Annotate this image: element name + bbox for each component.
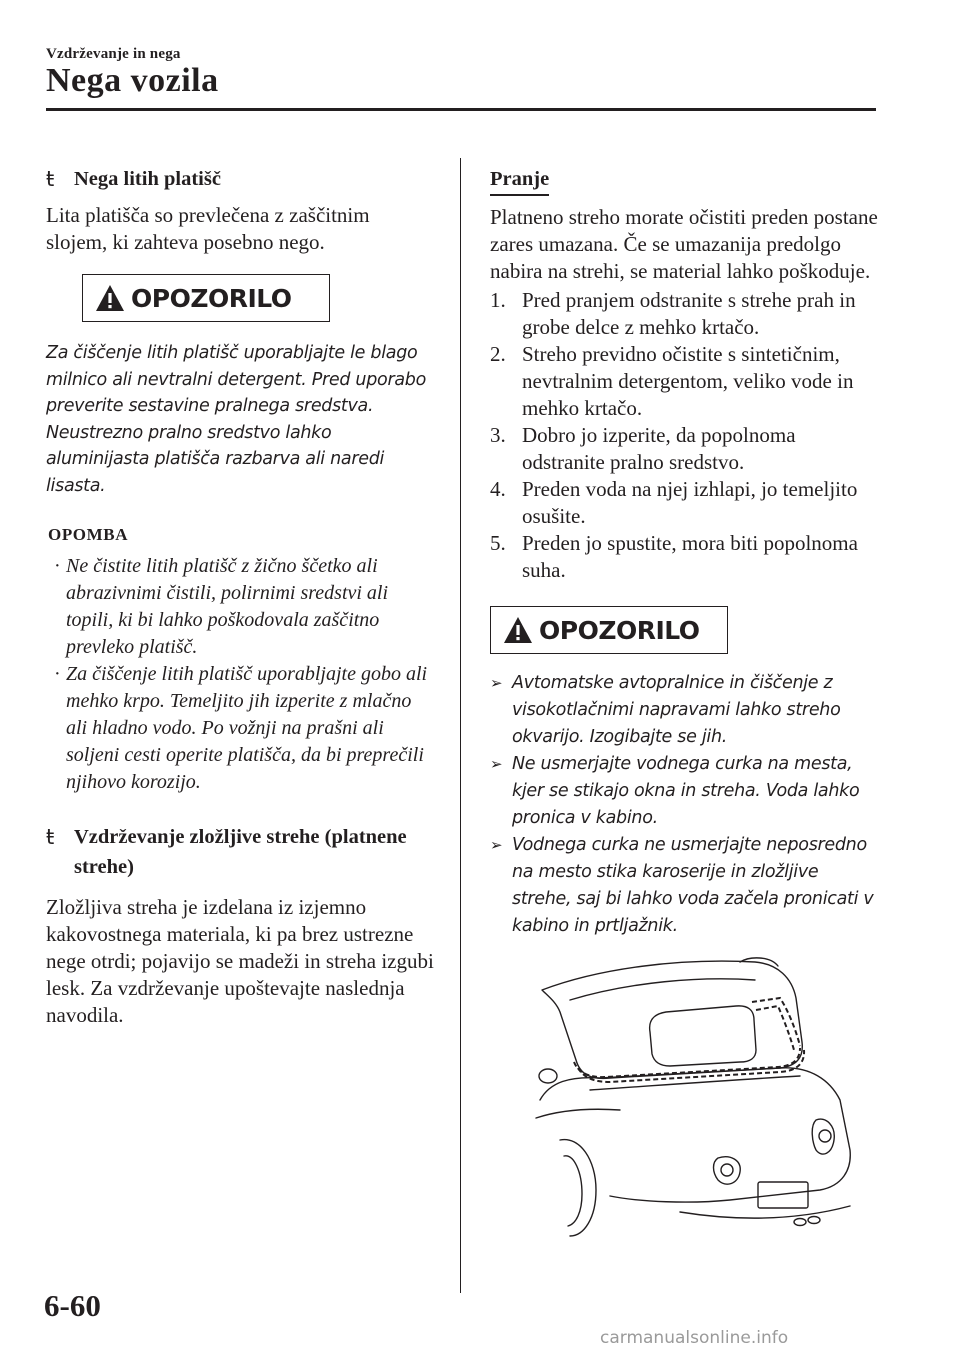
- warning-label: OPOZORILO: [131, 283, 292, 313]
- wheels-heading-text: Nega litih platišč: [74, 168, 221, 190]
- roof-warnings: [490, 670, 880, 940]
- roof-intro: Zložljiva streha je izdelana iz izjemno kakovostnega materiala, ki pa brez ustrezne nege otrdi; pojavijo se madeži in streha izgubi lesk. Za vzdrževanje upoštevajte naslednja navodila.: [46, 895, 434, 1027]
- section-bullet-icon: ŧ: [46, 167, 55, 191]
- arrow-bullet-icon: ➢: [490, 674, 503, 692]
- list-item: 3. Dobro jo izperite, da popolnoma odstranite pralno sredstvo.: [490, 423, 796, 474]
- right-column: [490, 164, 880, 940]
- section-label: Vzdrževanje in nega: [46, 46, 181, 62]
- wheels-intro: Lita platišča so prevlečena z zaščitnim slojem, ki zahteva posebno nego.: [46, 203, 370, 254]
- column-divider: [460, 158, 461, 1293]
- list-item: ➢ Vodnega curka ne usmerjajte neposredno na mesto stika karoserije in zložljive strehe, saj bi lahko voda začela pronicati v kabino in prtljažnik.: [490, 832, 880, 940]
- warning-triangle-icon: [95, 284, 125, 312]
- warning-label: OPOZORILO: [539, 615, 700, 645]
- arrow-bullet-icon: ➢: [490, 836, 503, 854]
- page-number: 6-60: [44, 1288, 101, 1323]
- list-item: 2. Streho previdno očistite s sintetičnim, nevtralnim detergentom, veliko vode in mehko krtačo.: [490, 342, 854, 420]
- arrow-bullet-icon: ➢: [490, 755, 503, 773]
- warning-box: [490, 606, 728, 654]
- wheels-heading: [46, 164, 436, 194]
- wash-steps: [490, 287, 880, 584]
- note-item: · Ne čistite litih platišč z žično ščetko ali abrazivnimi čistili, polirnimi sredstvi ali topili, ki bi lahko poškodovala zaščitno prevleko platišč.: [46, 553, 436, 661]
- roof-heading: [46, 822, 436, 882]
- warning-banner-right: [490, 606, 880, 654]
- list-item: 4. Preden voda na njej izhlapi, jo temeljito osušite.: [490, 477, 858, 528]
- page-title: Nega vozila: [46, 62, 219, 99]
- warning-box: [82, 274, 330, 322]
- roof-heading-text: Vzdrževanje zložljive strehe (platnene strehe): [74, 826, 407, 878]
- list-item: 1. Pred pranjem odstranite s strehe prah in grobe delce z mehko krtačo.: [490, 288, 856, 339]
- note-title: OPOMBA: [48, 525, 129, 544]
- wheels-warning-text: Za čiščenje litih platišč uporabljajte le blago milnico ali nevtralni detergent. Pred uporabo preverite sestavine pralnega sredstva. Neustrezno pralno sredstvo lahko aluminijasta platišča razbarva ali naredi lisasta.: [46, 343, 426, 496]
- warning-triangle-icon: [503, 616, 533, 644]
- convertible-roof-illustration: [530, 950, 875, 1240]
- wash-intro: Platneno streho morate očistiti preden postane zares umazana. Če se umazanija predolgo nabira na strehi, se material lahko poškoduje.: [490, 205, 878, 283]
- list-item: 5. Preden jo spustite, mora biti popolnoma suha.: [490, 531, 858, 582]
- watermark: carmanualsonline.info: [600, 1328, 789, 1348]
- list-item: ➢ Avtomatske avtopralnice in čiščenje z visokotlačnimi napravami lahko streho okvarijo. Izogibajte se jih.: [490, 670, 880, 751]
- list-item: ➢ Ne usmerjajte vodnega curka na mesta, kjer se stikajo okna in streha. Voda lahko pronica v kabino.: [490, 751, 880, 832]
- wash-heading: Pranje: [490, 164, 549, 196]
- note-list: [46, 553, 436, 796]
- warning-banner-left: [82, 274, 436, 322]
- note-item: · Za čiščenje litih platišč uporabljajte gobo ali mehko krpo. Temeljito jih izperite z mlačno ali hladno vodo. Po vožnji na prašni ali soljeni cesti operite platišča, da bi preprečili njihovo korozijo.: [46, 661, 436, 796]
- section-bullet-icon: ŧ: [46, 825, 55, 849]
- dot-bullet-icon: ·: [54, 555, 61, 577]
- dot-bullet-icon: ·: [54, 663, 61, 685]
- left-column: [46, 164, 436, 1029]
- header-divider: [46, 108, 876, 111]
